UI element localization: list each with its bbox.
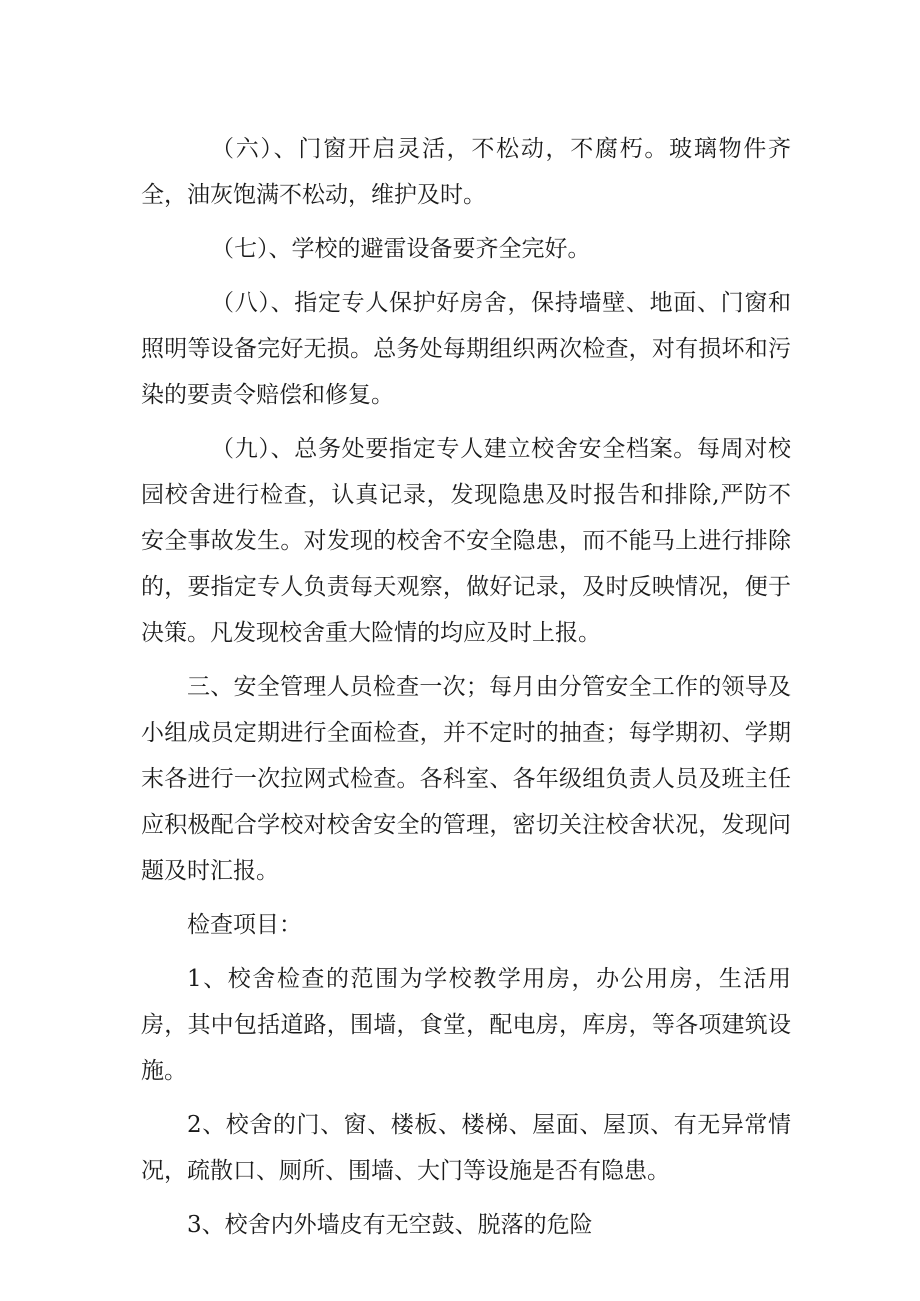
paragraph-item-6: （六）、门窗开启灵活，不松动，不腐朽。玻璃物件齐全，油灰饱满不松动，维护及时。 bbox=[141, 136, 791, 208]
paragraph-inspection-items-heading: 检查项目： bbox=[187, 912, 302, 938]
document-body bbox=[141, 126, 791, 1256]
paragraph-item-9: （九）、总务处要指定专人建立校舍安全档案。每周对校园校舍进行检查，认真记录，发现隐患及时报告和排除,严防不安全事故发生。对发现的校舍不安全隐患，而不能马上进行排除的，要指定专人负责每天观察，做好记录，及时反映情况，便于决策。凡发现校舍重大险情的均应及时上报。 bbox=[141, 436, 791, 646]
paragraph-item-7: （七）、学校的避雷设备要齐全完好。 bbox=[211, 236, 591, 262]
paragraph-section-3: 三、安全管理人员检查一次；每月由分管安全工作的领导及小组成员定期进行全面检查，并不定时的抽查；每学期初、学期末各进行一次拉网式检查。各科室、各年级组负责人员及班主任应积极配合学校对校舍安全的管理，密切关注校舍状况，发现问题及时汇报。 bbox=[141, 674, 791, 884]
paragraph-inspection-item-3: 3、校舍内外墙皮有无空鼓、脱落的危险 bbox=[187, 1212, 593, 1238]
paragraph-inspection-item-1: 1、校舍检查的范围为学校教学用房，办公用房，生活用房，其中包括道路，围墙，食堂，配电房，库房，等各项建筑设施。 bbox=[141, 966, 791, 1084]
paragraph-item-8: （八）、指定专人保护好房舍，保持墙壁、地面、门窗和照明等设备完好无损。总务处每期组织两次检查，对有损坏和污染的要责令赔偿和修复。 bbox=[141, 290, 791, 408]
paragraph-inspection-item-2: 2、校舍的门、窗、楼板、楼梯、屋面、屋顶、有无异常情况，疏散口、厕所、围墙、大门等设施是否有隐患。 bbox=[141, 1112, 791, 1184]
